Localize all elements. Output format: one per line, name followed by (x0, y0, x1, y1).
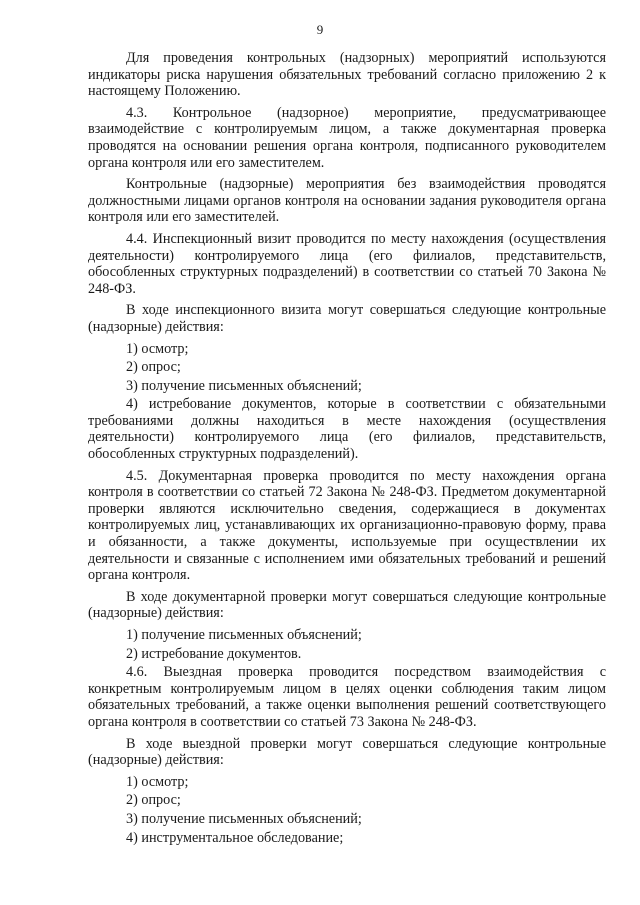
paragraph: 4.6. Выездная проверка проводится посредством взаимодействия с конкретным контролируемым лицом в целях оценки соблюдения таким лицом обязательных требований, а также оценки выполнения решений соответствующего органа контроля в соответствии со статьей 73 Закона № 248-ФЗ. (88, 664, 606, 730)
paragraph: 4.4. Инспекционный визит проводится по месту нахождения (осуществления деятельности) контролируемого лица (его филиалов, представительств, обособленных структурных подразделений) в соответствии со статьей 70 Закона № 248-ФЗ. (88, 230, 606, 297)
list-item: 1) получение письменных объяснений; (126, 627, 362, 643)
paragraph: В ходе выездной проверки могут совершаться следующие контрольные (надзорные) действия: (88, 735, 606, 769)
list-item: 1) осмотр; (126, 773, 189, 790)
list-item: 1) осмотр; (126, 340, 189, 357)
paragraph: 4.3. Контрольное (надзорное) мероприятие, предусматривающее взаимодействие с контролируемым лицом, а также документарная проверка проводятся на основании решения органа контроля, подписанного руководителем органа контроля или его заместителем. (88, 104, 606, 171)
paragraph: 4) истребование документов, которые в соответствии с обязательными требованиями должны находиться в месте нахождения (осуществления деятельности) контролируемого лица (его филиалов, представительств, обособленных структурных подразделений). (88, 396, 606, 463)
list-item: 3) получение письменных объяснений; (126, 377, 362, 394)
list-item: 2) опрос; (126, 359, 181, 376)
list-item: 4) инструментальное обследование; (126, 829, 344, 846)
paragraph: Контрольные (надзорные) мероприятия без взаимодействия проводятся должностными лицами органов контроля на основании задания руководителя органа контроля или его заместителей. (88, 176, 606, 226)
list-item: 2) опрос; (126, 792, 181, 809)
list-item: 2) истребование документов. (126, 645, 302, 662)
page-number: 9 (316, 22, 324, 37)
paragraph: В ходе документарной проверки могут совершаться следующие контрольные (надзорные) действия: (88, 588, 606, 622)
document-body (88, 50, 606, 848)
paragraph: 4.5. Документарная проверка проводится по месту нахождения органа контроля в соответствии со статьей 72 Закона № 248-ФЗ. Предметом документарной проверки являются исключительно сведения, содержащиеся в документах контролируемых лиц, устанавливающих их организационно-правовую форму, права и обязанности, а также документы, используемые при осуществлении их деятельности и связанные с исполнением ими обязательных требований и решений органа контроля. (88, 467, 606, 584)
list-item: 3) получение письменных объяснений; (126, 810, 362, 827)
paragraph: В ходе инспекционного визита могут совершаться следующие контрольные (надзорные) действия: (88, 302, 606, 335)
paragraph: Для проведения контрольных (надзорных) мероприятий используются индикаторы риска нарушения обязательных требований согласно приложению 2 к настоящему Положению. (88, 50, 606, 100)
